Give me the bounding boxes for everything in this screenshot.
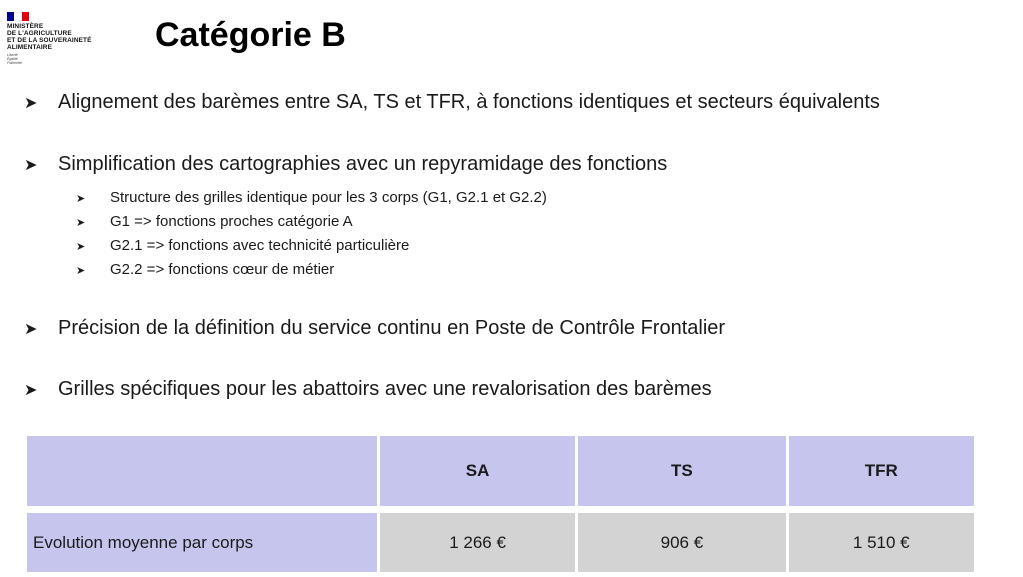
table-header-cell: SA [380,436,575,506]
table-header-row [27,436,974,506]
bullet-item [24,317,725,340]
sub-bullet-text: G2.2 => fonctions cœur de métier [110,261,335,278]
sub-bullet-text: G1 => fonctions proches catégorie A [110,213,353,230]
row-label-cell: Evolution moyenne par corps [27,513,377,572]
logo-line: MINISTÈRE [7,23,44,30]
sub-bullet-item [76,213,353,230]
table-cell: 1 266 € [380,513,575,572]
table-header-cell: TS [578,436,785,506]
arrow-bullet-icon: ➤ [24,95,38,112]
logo-line: DE L'AGRICULTURE [7,30,72,37]
arrow-bullet-icon: ➤ [76,217,86,229]
page-title: Catégorie B [155,16,346,54]
french-flag-icon [7,12,29,21]
table-cell: 906 € [578,513,785,572]
bullet-text: Alignement des barèmes entre SA, TS et TFR, à fonctions identiques et secteurs équivalents [58,91,880,113]
arrow-bullet-icon: ➤ [76,241,86,253]
ministry-logo [7,12,137,66]
arrow-bullet-icon: ➤ [24,382,38,399]
arrow-bullet-icon: ➤ [76,193,86,205]
table-header-cell: TFR [789,436,974,506]
arrow-bullet-icon: ➤ [76,265,86,277]
table-header-cell [27,436,377,506]
bullet-item [24,153,667,176]
sub-bullet-text: G2.1 => fonctions avec technicité particulière [110,237,410,254]
bullet-text: Grilles spécifiques pour les abattoirs avec une revalorisation des barèmes [58,378,712,400]
table-row [27,513,974,572]
table-cell: 1 510 € [789,513,974,572]
bullet-item [24,91,880,114]
bullet-text: Simplification des cartographies avec un repyramidage des fonctions [58,153,668,175]
sub-bullet-text: Structure des grilles identique pour les 3 corps (G1, G2.1 et G2.2) [110,189,547,206]
evolution-table [24,436,977,572]
sub-bullet-item [76,237,409,254]
bullet-item [24,378,712,401]
sub-bullet-item [76,261,334,278]
logo-line: ALIMENTAIRE [7,44,53,51]
bullet-text: Précision de la définition du service continu en Poste de Contrôle Frontalier [58,317,726,339]
logo-motto: Liberté Égalité Fraternité [7,53,22,66]
arrow-bullet-icon: ➤ [24,157,38,174]
sub-bullet-item [76,189,547,206]
logo-line: ET DE LA SOUVERAINETÉ [7,37,92,44]
arrow-bullet-icon: ➤ [24,321,38,338]
